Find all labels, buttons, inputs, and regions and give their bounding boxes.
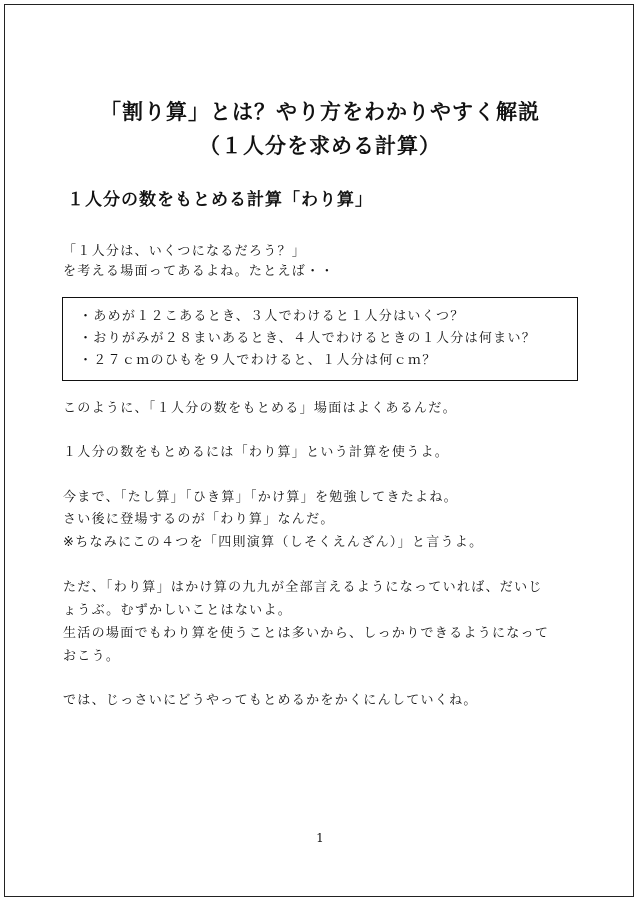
page-number: 1 [316,831,324,845]
intro-line-1: 「１人分は、いくつになるだろう？」 [63,244,307,259]
example-item: ・おりがみが２８まいあるとき、４人でわけるときの１人分は何まい？ [79,331,537,346]
paragraph-4-line-2: ょうぶ。むずかしいことはないよ。 [63,603,293,618]
paragraph-4-line-4: おこう。 [63,649,121,664]
paragraph-5: では、じっさいにどうやってもとめるかをかくにんしていくね。 [63,693,478,708]
intro-line-2: を考える場面ってあるよね。たとえば・・ [63,264,335,279]
paragraph-2: １人分の数をもとめるには「わり算」という計算を使うよ。 [63,445,450,460]
paragraph-3-line-2: さい後に登場するのが「わり算」なんだ。 [63,512,335,527]
page-title-line-2: （１人分を求める計算） [199,134,441,158]
section-heading: １人分の数をもとめる計算「わり算」 [67,190,373,210]
paragraph-3-line-1: 今まで、「たし算」「ひき算」「かけ算」を勉強してきたよね。 [63,490,458,505]
example-item: ・あめが１２こあるとき、３人でわけると１人分はいくつ？ [79,309,465,324]
example-item: ・２７ｃｍのひもを９人でわけると、１人分は何ｃｍ？ [79,353,437,368]
examples-box [62,297,578,381]
paragraph-3-line-3: ※ちなみにこの４つを「四則演算（しそくえんざん）」と言うよ。 [63,535,484,550]
paragraph-4-line-1: ただ、「わり算」はかけ算の九九が全部言えるようになっていれば、だいじ [63,580,543,595]
paragraph-1: このように、「１人分の数をもとめる」場面はよくあるんだ。 [63,401,457,416]
paragraph-4-line-3: 生活の場面でもわり算を使うことは多いから、しっかりできるようになって [63,626,550,641]
page-title-line-1: 「割り算」とは？やり方をわかりやすく解説 [100,100,540,124]
